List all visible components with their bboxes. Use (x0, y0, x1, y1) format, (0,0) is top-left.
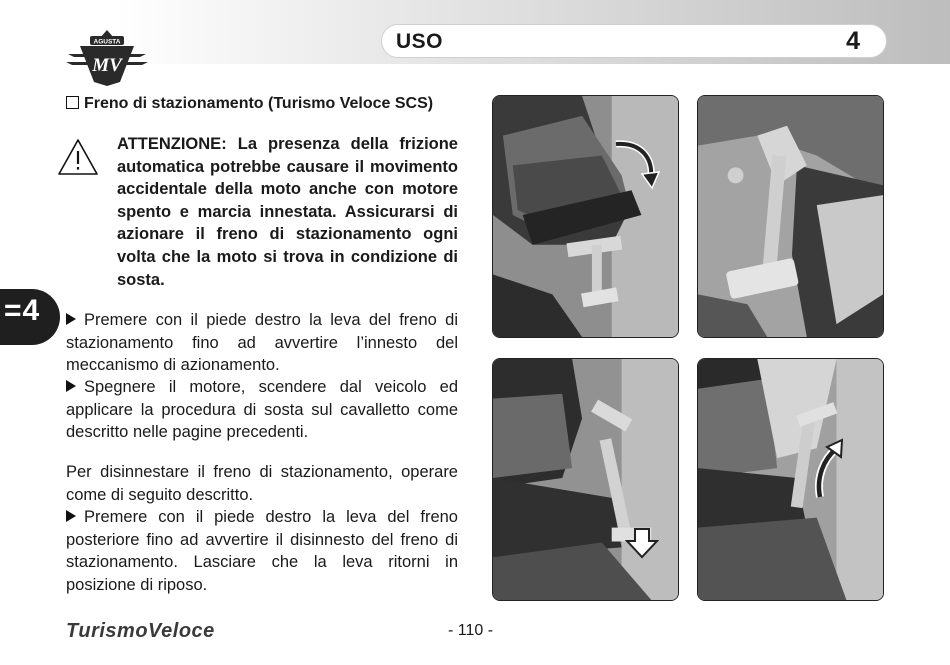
instruction-step-3 (66, 506, 458, 596)
bullet-triangle-icon (66, 510, 76, 522)
bullet-triangle-icon (66, 313, 76, 325)
svg-text:MV: MV (92, 55, 122, 76)
photo-disengage-press (492, 358, 679, 601)
section-title: USO (396, 30, 444, 53)
turismo-veloce-wordmark (66, 617, 312, 641)
page-number: - 110 - (448, 622, 494, 639)
instruction-step-2-text: Spegnere il motore, scendere dal veicolo ed applicare la procedura di sosta sul cavalletto come descritto nelle pagine precedenti. (66, 378, 458, 442)
photo-lever-release (697, 358, 884, 601)
warning-text: ATTENZIONE: La presenza della frizione automatica potrebbe causare il movimento accidentale della moto anche con motore spento e marcia innestata. Assicurarsi di azionare il freno di stazionamento ogni volta che la moto si trova in condizione di sosta. (117, 135, 458, 289)
mv-agusta-logo (62, 24, 152, 88)
logo-text: AGUSTA (93, 38, 121, 46)
instruction-step-3-text: Premere con il piede destro la leva del freno posteriore fino ad avvertire il disinnesto del freno di stazionamento. Lasciare che la leva ritorni in posizione di riposo. (66, 508, 458, 594)
curved-arrow-down-icon (611, 136, 661, 191)
chapter-side-tab-label: =4 (4, 294, 41, 327)
instruction-step-1 (66, 309, 458, 377)
curved-arrow-up-icon (810, 437, 850, 501)
chapter-number: 4 (846, 27, 860, 55)
photo-engage-lever (492, 95, 679, 338)
instruction-step-1-text: Premere con il piede destro la leva del freno di stazionamento fino ad avvertire l’innesto del meccanismo di azionamento. (66, 311, 458, 375)
checkbox-square-icon (66, 96, 79, 109)
warning-triangle-icon (56, 137, 100, 177)
photo-lever-engaged (697, 95, 884, 338)
arrow-down-icon (625, 527, 659, 559)
section-heading (66, 95, 433, 113)
bullet-triangle-icon (66, 380, 76, 392)
instruction-step-2 (66, 376, 458, 444)
brand-text: TurismoVeloce (66, 620, 215, 641)
section-title-bar (381, 24, 887, 58)
disengage-intro: Per disinnestare il freno di stazionamento, operare come di seguito descritto. (66, 463, 458, 504)
section-heading-text: Freno di stazionamento (Turismo Veloce SCS) (84, 95, 434, 112)
